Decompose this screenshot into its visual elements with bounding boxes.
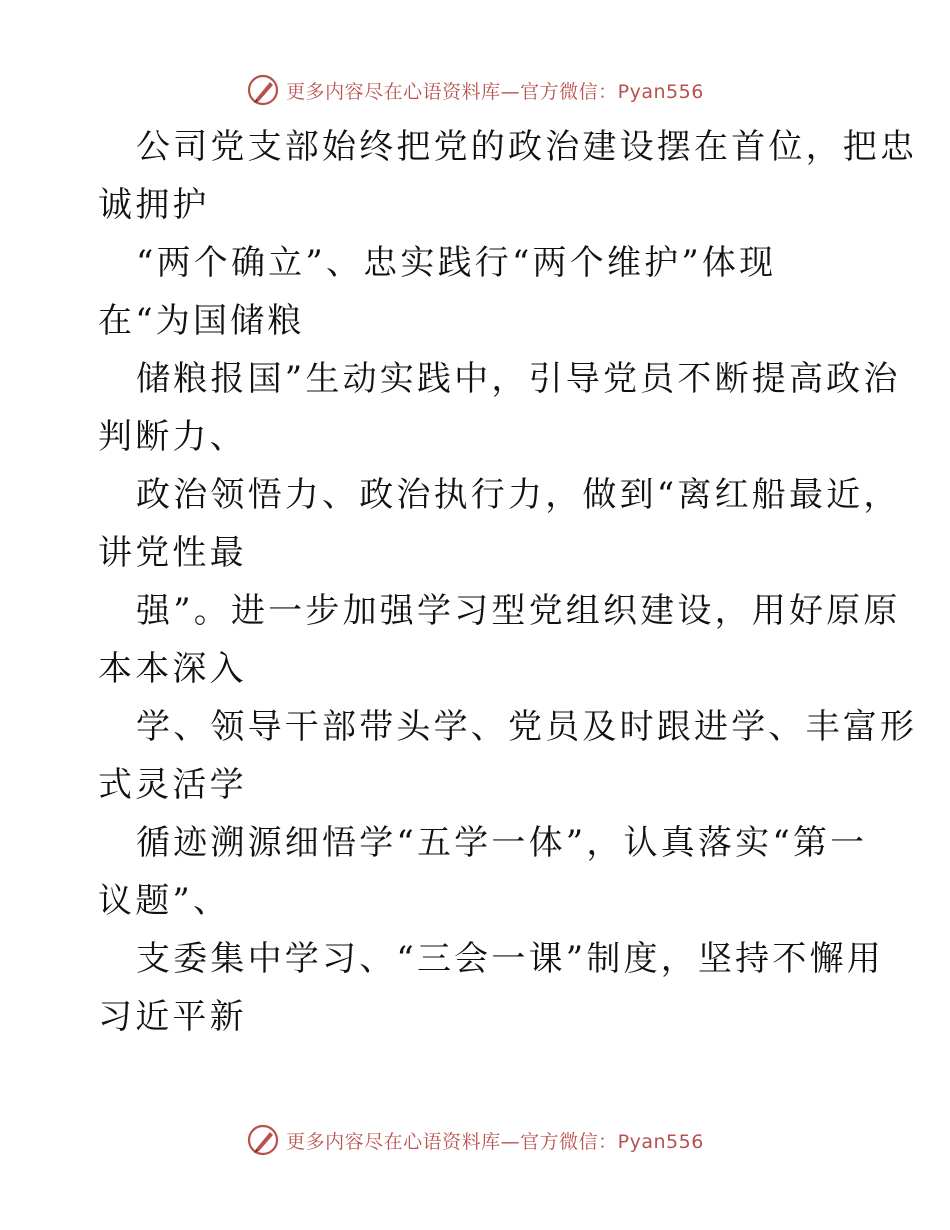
text-line: 在“为国储粮	[98, 301, 305, 341]
text-line: 判断力、	[98, 417, 247, 457]
header-watermark	[0, 70, 950, 110]
footer-watermark-text: 更多内容尽在心语资料库—官方微信：Pyan556	[286, 1130, 704, 1153]
pen-logo-icon	[246, 73, 280, 107]
text-line: 本本深入	[98, 649, 247, 689]
footer-watermark	[0, 1120, 950, 1160]
text-line: 诚拥护	[98, 185, 210, 225]
text-line: 学、领导干部带头学、党员及时跟进学、丰富形	[136, 707, 918, 747]
text-line: 习近平新	[98, 997, 247, 1037]
text-line: 强”。进一步加强学习型党组织建设，用好原原	[136, 591, 901, 631]
text-line: 式灵活学	[98, 765, 247, 805]
header-watermark-text: 更多内容尽在心语资料库—官方微信：Pyan556	[286, 80, 704, 103]
text-line: “两个确立”、忠实践行“两个维护”体现	[136, 243, 777, 283]
text-line: 公司党支部始终把党的政治建设摆在首位，把忠	[136, 127, 918, 167]
document-body	[98, 118, 918, 1046]
pen-logo-icon	[246, 1123, 280, 1157]
text-line: 循迹溯源细悟学“五学一体”，认真落实“第一	[136, 823, 868, 863]
text-line: 储粮报国”生动实践中，引导党员不断提高政治	[136, 359, 901, 399]
text-line: 议题”、	[98, 881, 231, 921]
text-line: 支委集中学习、“三会一课”制度，坚持不懈用	[136, 939, 884, 979]
text-line: 政治领悟力、政治执行力，做到“离红船最近，	[136, 475, 901, 515]
text-line: 讲党性最	[98, 533, 247, 573]
